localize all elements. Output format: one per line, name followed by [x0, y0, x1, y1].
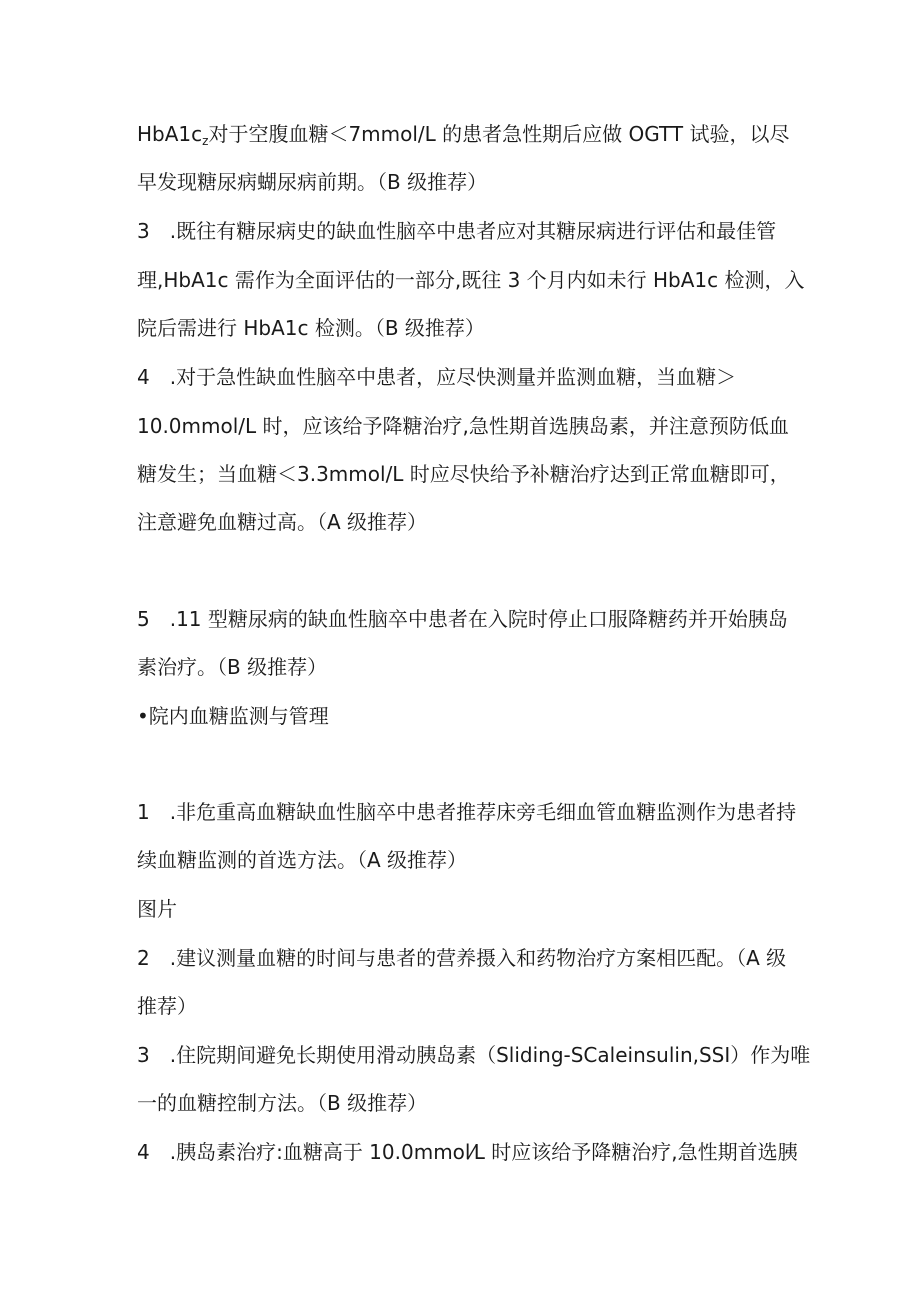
text-line-4: 理,HbA1c 需作为全面评估的一部分,既往 3 个月内如未行 HbA1c 检测，入	[137, 268, 805, 292]
text-line-11: 素治疗。（B 级推荐）	[137, 655, 328, 679]
text-line-13: 1 .非危重高血糖缺血性脑卒中患者推荐床旁毛细血管血糖监测作为患者持	[137, 800, 797, 824]
text-line-1-rest: 对于空腹血糖＜7mmol/L 的患者急性期后应做 OGTT 试验，以尽	[208, 122, 790, 146]
text-line-9: 注意避免血糖过高。（A 级推荐）	[137, 510, 428, 534]
text-line-8: 糖发生；当血糖＜3.3mmol/L 时应尽快给予补糖治疗达到正常血糖即可，	[137, 462, 790, 486]
text-line-7: 10.0mmol/L 时，应该给予降糖治疗,急性期首选胰岛素，并注意预防低血	[137, 414, 789, 438]
text-line-16: 2 .建议测量血糖的时间与患者的营养摄入和药物治疗方案相匹配。（A 级	[137, 946, 787, 970]
text-line-3: 3 .既往有糖尿病史的缺血性脑卒中患者应对其糖尿病进行评估和最佳管	[137, 219, 777, 243]
text-line-14: 续血糖监测的首选方法。（A 级推荐）	[137, 848, 468, 872]
text-line-17: 推荐）	[137, 994, 197, 1018]
text-subscript: z	[202, 134, 209, 148]
image-placeholder-label: 图片	[137, 897, 177, 921]
text-line-1	[137, 120, 837, 155]
text-line-19: 一的血糖控制方法。（B 级推荐）	[137, 1091, 428, 1115]
text-line-20: 4 .胰岛素治疗:血糖高于 10.0mmol⁄L 时应该给予降糖治疗,急性期首选胰	[137, 1140, 798, 1164]
text-hba1c: HbA1c	[137, 122, 203, 146]
section-heading: •院内血糖监测与管理	[137, 704, 329, 728]
text-line-5: 院后需进行 HbA1c 检测。（B 级推荐）	[137, 316, 485, 340]
text-line-2: 早发现糖尿病蝴尿病前期。（B 级推荐）	[137, 170, 488, 194]
text-line-10: 5 .11 型糖尿病的缺血性脑卒中患者在入院时停止口服降糖药并开始胰岛	[137, 607, 788, 631]
text-line-6: 4 .对于急性缺血性脑卒中患者，应尽快测量并监测血糖，当血糖＞	[137, 365, 737, 389]
text-line-18: 3 .住院期间避免长期使用滑动胰岛素（Sliding-SCaleinsulin,SSI）作为唯	[137, 1043, 811, 1067]
